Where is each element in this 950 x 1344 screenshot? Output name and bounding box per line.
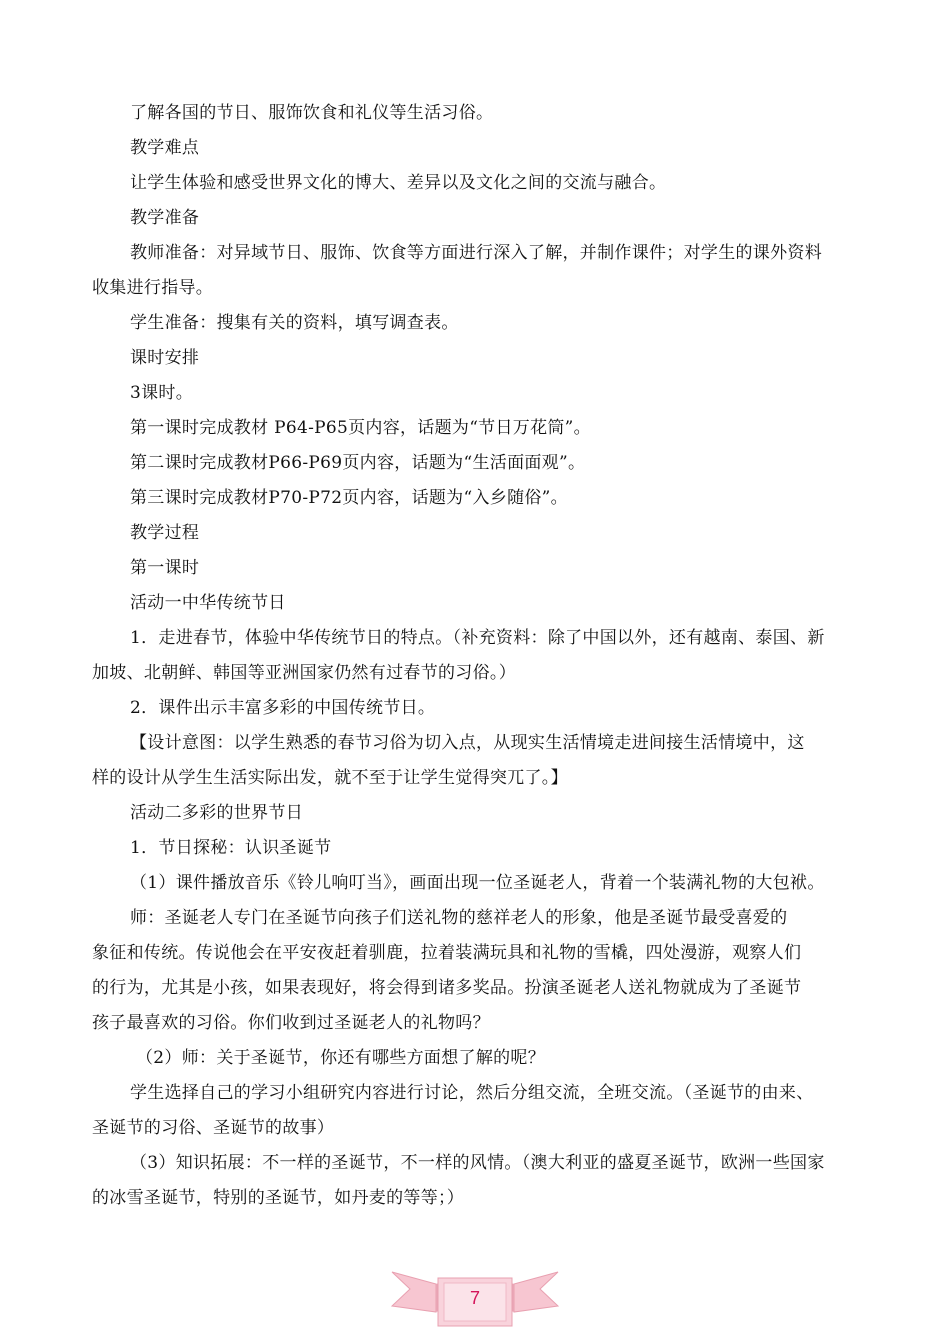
text-line: 2．课件出示丰富多彩的中国传统节日。 [130,698,436,718]
design-intent-text: 样的设计从学生生活实际出发，就不至于让学生觉得突兀了。】 [92,768,568,788]
design-intent-text: 【设计意图：以学生熟悉的春节习俗为切入点，从现实生活情境走进间接生活情境中，这 [130,733,805,753]
text-line: 收集进行指导。 [92,278,214,298]
section-heading: 课时安排 [130,348,200,368]
text-line: 孩子最喜欢的习俗。你们收到过圣诞老人的礼物吗？ [92,1013,490,1033]
text-line: 的行为，尤其是小孩，如果表现好，将会得到诸多奖品。扮演圣诞老人送礼物就成为了圣诞节 [92,978,802,998]
text-line: 让学生体验和感受世界文化的博大、差异以及文化之间的交流与融合。 [130,173,667,193]
text-line: 第二课时完成教材P66-P69页内容，话题为“生活面面观”。 [130,453,586,473]
text-line: 学生准备：搜集有关的资料，填写调查表。 [130,313,459,333]
text-line: （2）师：关于圣诞节，你还有哪些方面想了解的呢？ [136,1048,546,1068]
text-line: 第一课时完成教材 P64-P65页内容，话题为“节日万花筒”。 [130,418,591,438]
text-line: 1．走进春节，体验中华传统节日的特点。（补充资料：除了中国以外，还有越南、泰国、新 [130,628,825,648]
section-heading: 教学准备 [130,208,200,228]
page-footer [390,1262,560,1334]
activity-heading: 活动一中华传统节日 [130,593,286,613]
text-line: 3课时。 [130,383,194,403]
text-line: （3）知识拓展：不一样的圣诞节，不一样的风情。（澳大利亚的盛夏圣诞节，欧洲一些国家 [130,1153,825,1173]
text-line: 加坡、北朝鲜、韩国等亚洲国家仍然有过春节的习俗。） [92,663,516,683]
text-line: 师：圣诞老人专门在圣诞节向孩子们送礼物的慈祥老人的形象，他是圣诞节最受喜爱的 [130,908,788,928]
section-heading: 教学难点 [130,138,200,158]
text-line: 圣诞节的习俗、圣诞节的故事） [92,1118,335,1138]
section-heading: 教学过程 [130,523,200,543]
text-line: 教师准备：对异域节日、服饰、饮食等方面进行深入了解，并制作课件；对学生的课外资料 [130,243,822,263]
text-line: 第三课时完成教材P70-P72页内容，话题为“入乡随俗”。 [130,488,568,508]
body-text [92,96,864,1216]
text-line: 学生选择自己的学习小组研究内容进行讨论，然后分组交流，全班交流。（圣诞节的由来、 [130,1083,814,1103]
text-line: 1．节日探秘：认识圣诞节 [130,838,332,858]
text-line: 的冰雪圣诞节，特别的圣诞节，如丹麦的等等；） [92,1188,465,1208]
text-line: 象征和传统。传说他会在平安夜赶着驯鹿，拉着装满玩具和礼物的雪橇，四处漫游，观察人们 [92,943,802,963]
text-line: 了解各国的节日、服饰饮食和礼仪等生活习俗。 [130,103,494,123]
text-line: （1）课件播放音乐《铃儿响叮当》，画面出现一位圣诞老人，背着一个装满礼物的大包袱。 [130,873,825,893]
page-number: 7 [469,1288,480,1308]
activity-heading: 活动二多彩的世界节日 [130,803,303,823]
section-heading: 第一课时 [130,558,200,578]
